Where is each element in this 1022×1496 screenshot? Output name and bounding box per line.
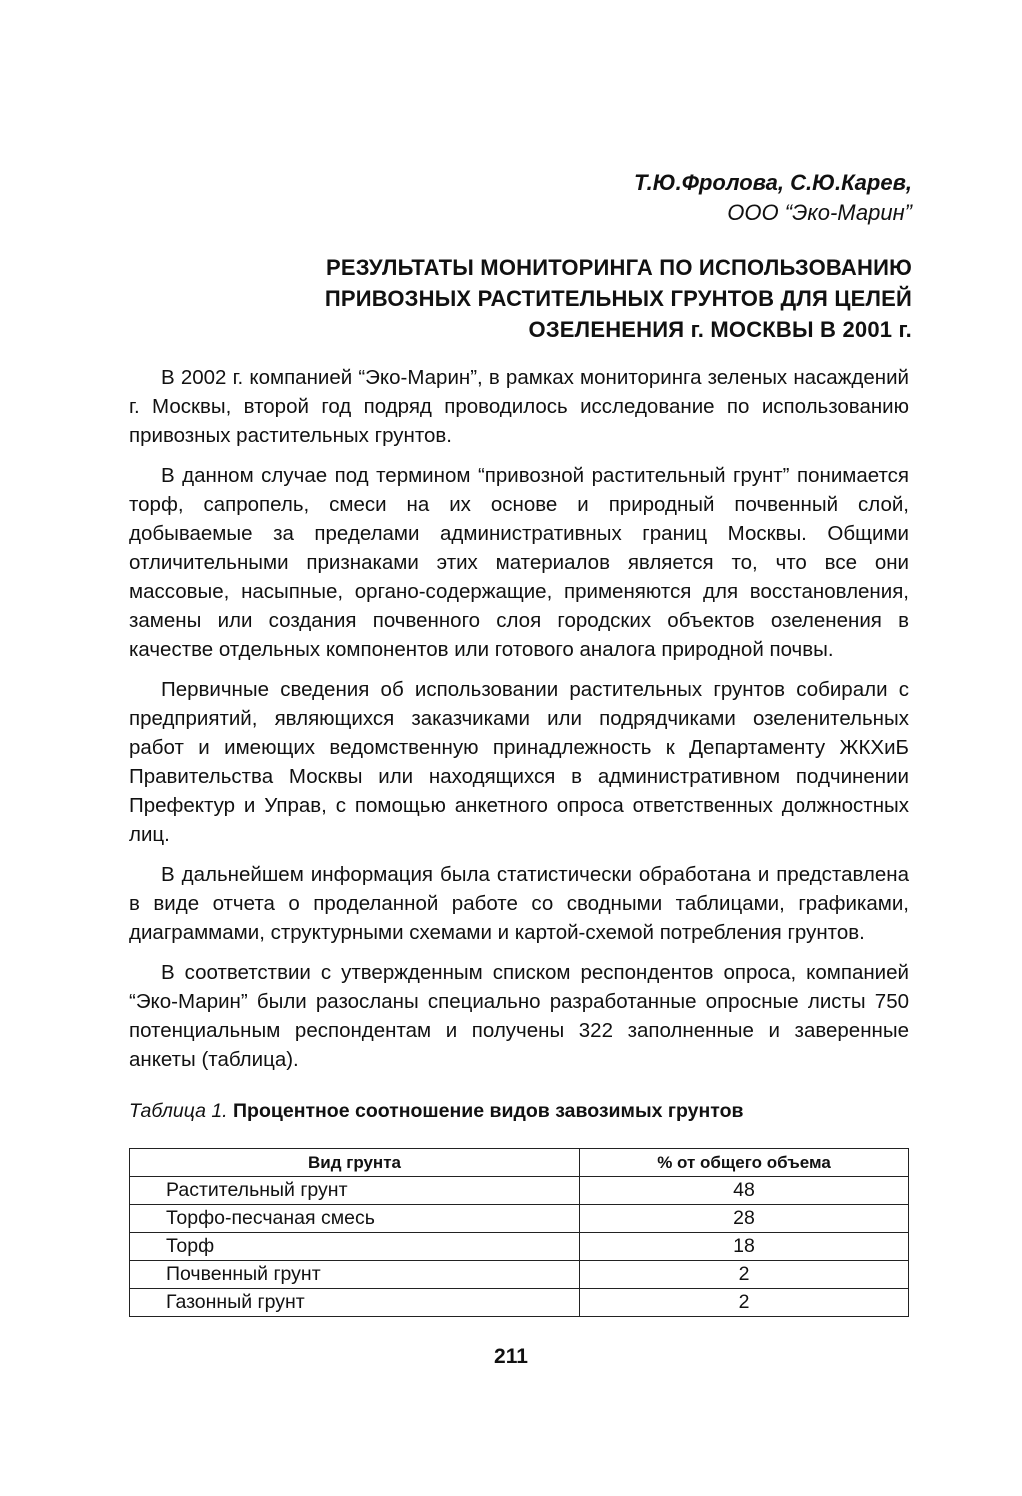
title-line: ОЗЕЛЕНЕНИЯ г. МОСКВЫ В 2001 г. xyxy=(528,317,912,342)
soil-types-table xyxy=(129,1148,909,1317)
paragraph: В данном случае под термином “привозной растительный грунт” понимается торф, сапропель, смеси на их основе и природный почвенный слой, добываемые за пределами административных границ Москвы. Общими отличительными признаками этих материалов является то, что все они массовые, насыпные, органо-содержащие, применяются для восстановления, замены или создания почвенного слоя городских объектов озеленения в качестве отдельных компонентов или готового аналога природной почвы. xyxy=(129,464,909,661)
author-names: Т.Ю.Фролова, С.Ю.Карев, xyxy=(634,170,912,195)
table-row xyxy=(130,1233,909,1261)
soil-type-cell: Торф xyxy=(130,1233,580,1261)
percent-cell: 18 xyxy=(580,1233,909,1261)
table-row xyxy=(130,1205,909,1233)
paragraph: В дальнейшем информация была статистически обработана и представлена в виде отчета о проделанной работе со сводными таблицами, графиками, диаграммами, структурными схемами и картой-схемой потребления грунтов. xyxy=(129,863,909,944)
title-line: РЕЗУЛЬТАТЫ МОНИТОРИНГА ПО ИСПОЛЬЗОВАНИЮ xyxy=(326,255,912,280)
column-header-percent: % от общего объема xyxy=(580,1149,909,1177)
soil-type-cell: Газонный грунт xyxy=(130,1289,580,1317)
paragraph: В соответствии с утвержденным списком респондентов опроса, компанией “Эко-Марин” были разосланы специально разработанные опросные листы 750 потенциальным респондентам и получены 322 заполненные и заверенные анкеты (таблица). xyxy=(129,961,909,1071)
page-number: 211 xyxy=(494,1345,528,1368)
table-row xyxy=(130,1177,909,1205)
soil-type-cell: Почвенный грунт xyxy=(130,1261,580,1289)
article-body xyxy=(129,363,909,1085)
table-caption-text: Процентное соотношение видов завозимых грунтов xyxy=(233,1100,744,1122)
article-title xyxy=(212,252,912,345)
table-caption-number: Таблица 1. xyxy=(129,1100,228,1122)
percent-cell: 48 xyxy=(580,1177,909,1205)
table-row xyxy=(130,1261,909,1289)
paragraph: В 2002 г. компанией “Эко-Марин”, в рамках мониторинга зеленых насаждений г. Москвы, второй год подряд проводилось исследование по использованию привозных растительных грунтов. xyxy=(129,366,909,447)
column-header-soil-type: Вид грунта xyxy=(130,1149,580,1177)
table-row xyxy=(130,1289,909,1317)
percent-cell: 28 xyxy=(580,1205,909,1233)
percent-cell: 2 xyxy=(580,1261,909,1289)
soil-type-cell: Торфо-песчаная смесь xyxy=(130,1205,580,1233)
author-organization: ООО “Эко-Марин” xyxy=(727,200,912,225)
percent-cell: 2 xyxy=(580,1289,909,1317)
author-block xyxy=(352,168,912,228)
paragraph: Первичные сведения об использовании растительных грунтов собирали с предприятий, являющихся заказчиками или подрядчиками озеленительных работ и имеющих ведомственную принадлежность к Департаменту ЖКХиБ Правительства Москвы или находящихся в административном подчинении Префектур и Управ, с помощью анкетного опроса ответственных должностных лиц. xyxy=(129,678,909,846)
soil-type-cell: Растительный грунт xyxy=(130,1177,580,1205)
table-caption xyxy=(129,1097,909,1125)
title-line: ПРИВОЗНЫХ РАСТИТЕЛЬНЫХ ГРУНТОВ ДЛЯ ЦЕЛЕЙ xyxy=(324,286,912,311)
table-header-row xyxy=(130,1149,909,1177)
